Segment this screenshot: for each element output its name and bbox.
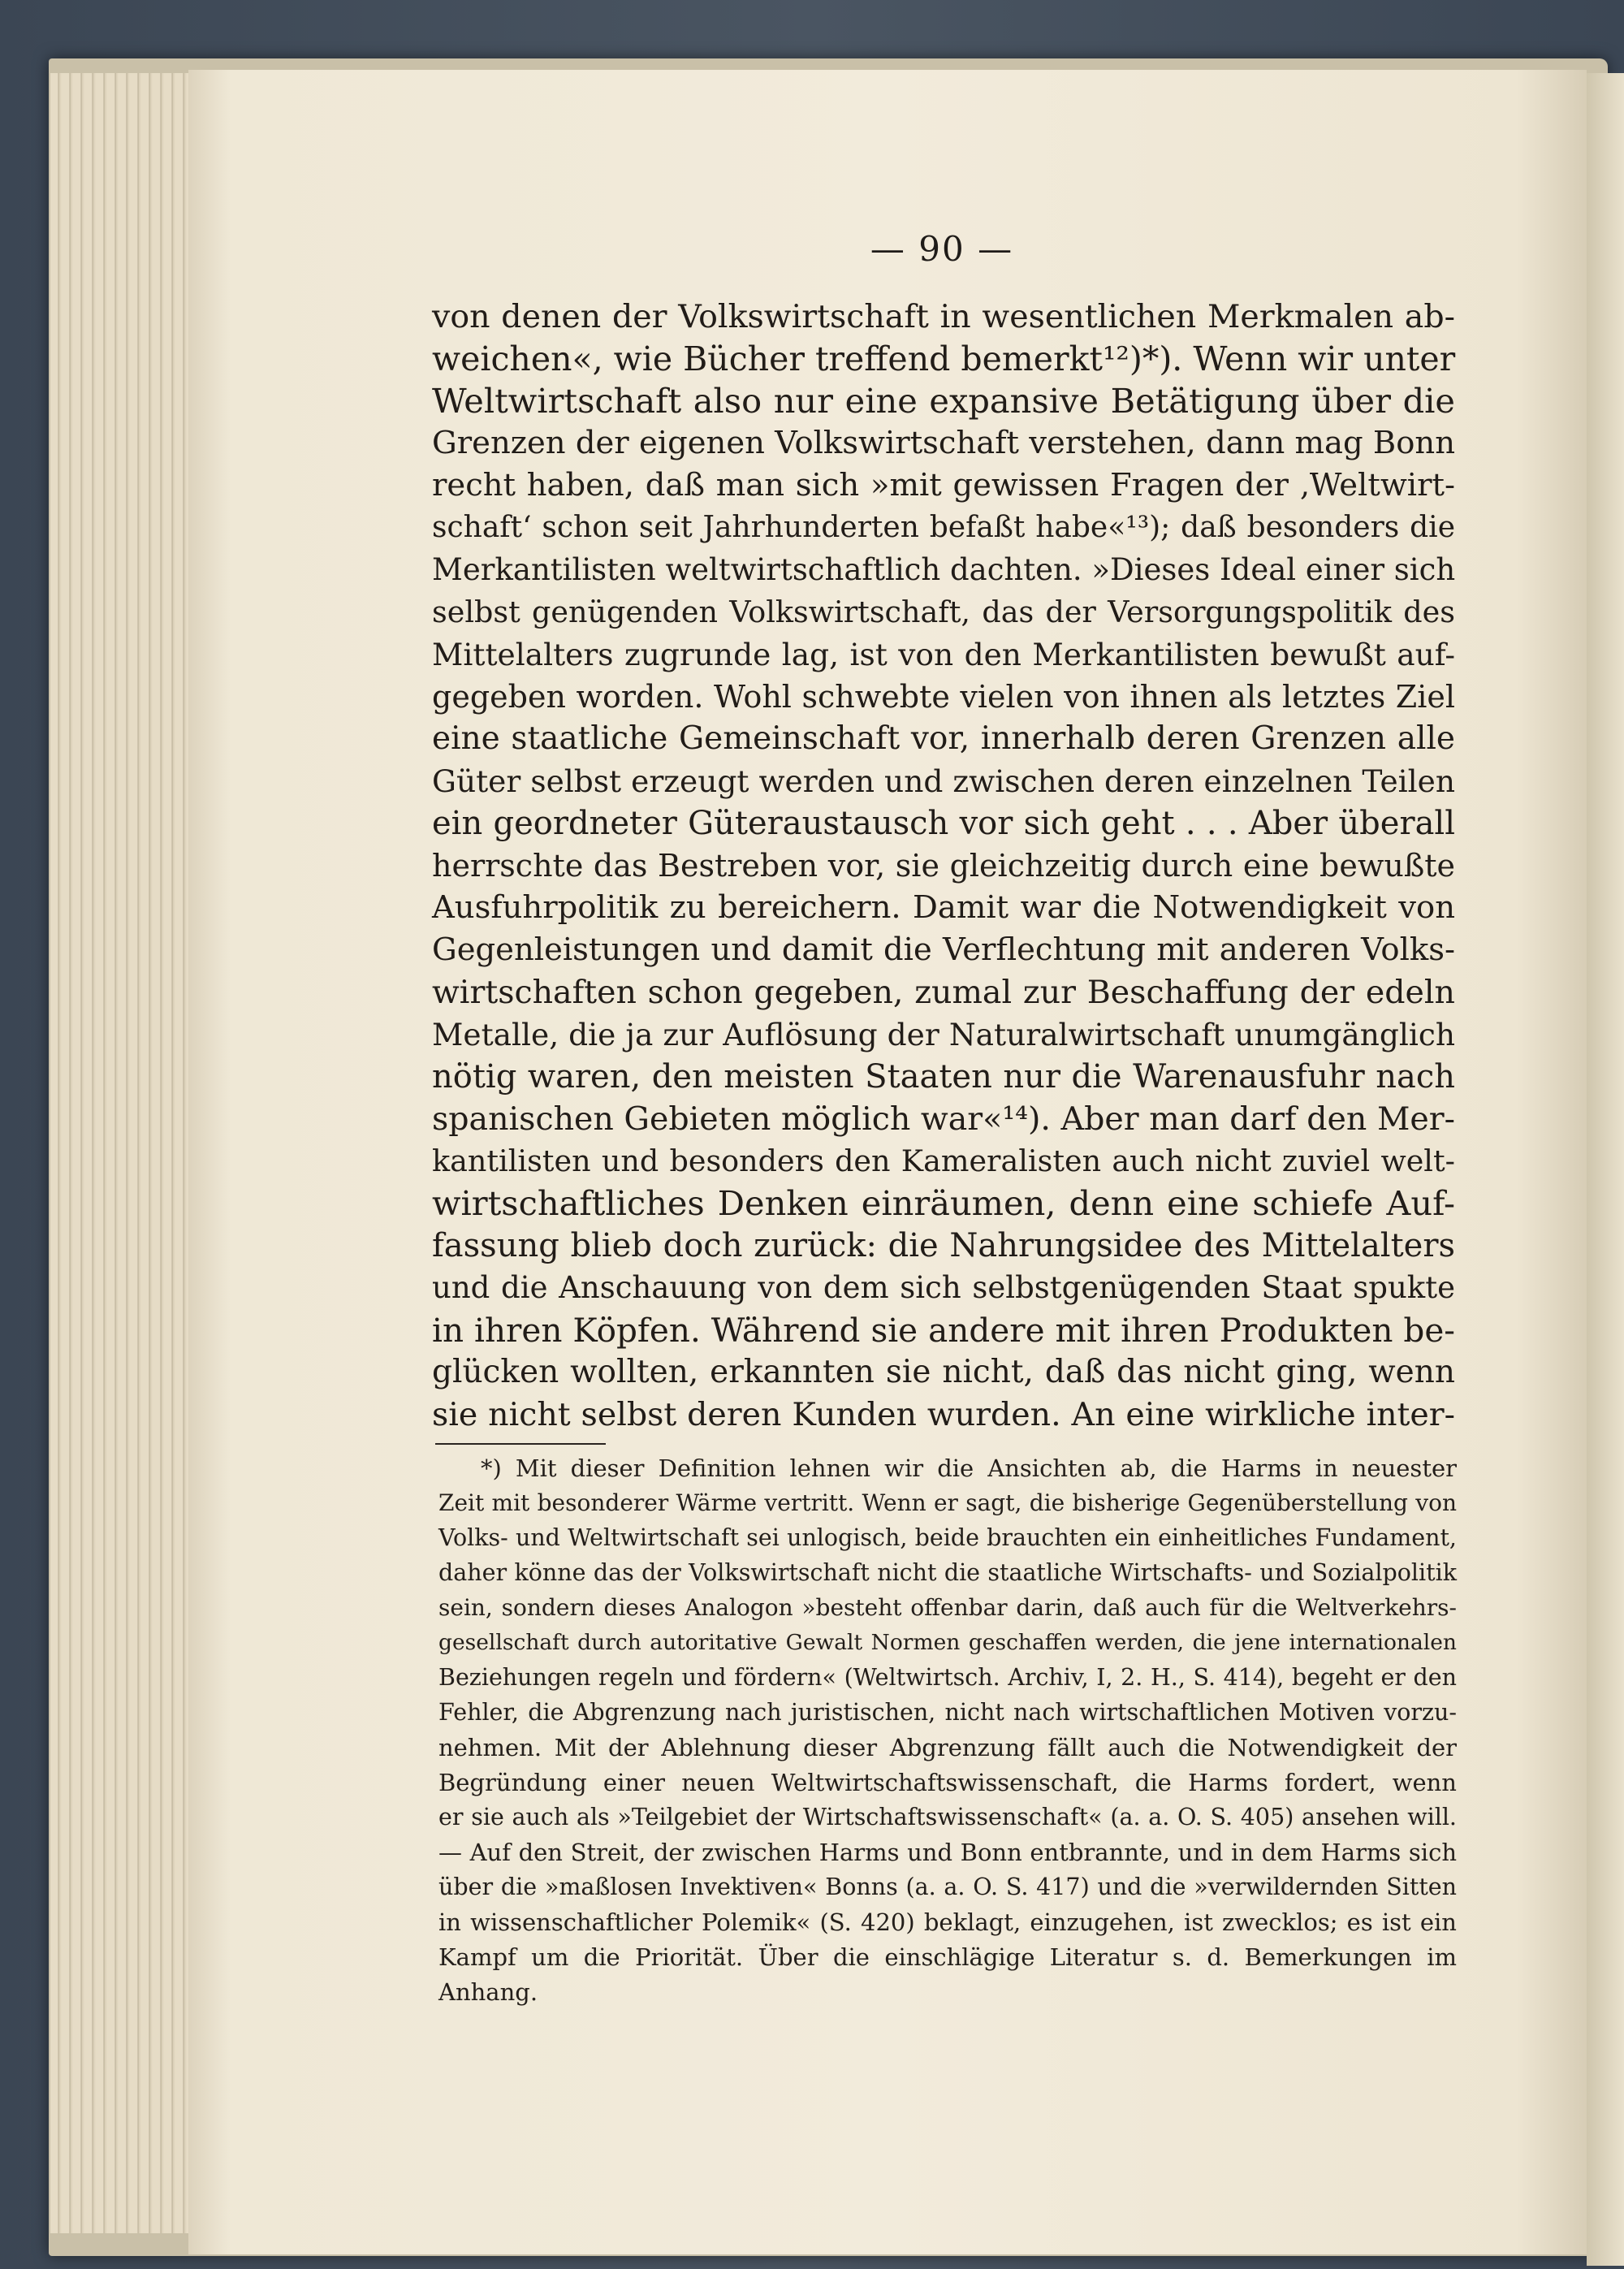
body-line: Gegenleistungen und damit die Verflechtung mit anderen Volks- xyxy=(432,931,1455,968)
footnote-line: in wissenschaftlicher Polemik« (S. 420) beklagt, einzugehen, ist zwecklos; es ist ein xyxy=(438,1908,1457,1936)
body-line: weichen«, wie Bücher treffend bemerkt¹²)*). Wenn wir unter xyxy=(432,339,1456,378)
body-line: ein geordneter Güteraustausch vor sich geht . . . Aber überall xyxy=(432,805,1455,842)
footnote-line: Beziehungen regeln und fördern« (Weltwirtsch. Archiv, I, 2. H., S. 414), begeht er den xyxy=(438,1664,1457,1691)
body-line: Güter selbst erzeugt werden und zwischen deren einzelnen Teilen xyxy=(432,763,1455,799)
body-line: wirtschaften schon gegeben, zumal zur Beschaffung der edeln xyxy=(432,974,1455,1011)
footnote-line: — Auf den Streit, der zwischen Harms und Bonn entbrannte, und in dem Harms sich xyxy=(438,1839,1457,1866)
footnote-line: über die »maßlosen Invektiven« Bonns (a. a. O. S. 417) und die »verwildernden Sitten xyxy=(438,1874,1457,1900)
footnote-line: Volks- und Weltwirtschaft sei unlogisch, beide brauchten ein einheitliches Fundament, xyxy=(438,1524,1457,1551)
footnote-line: nehmen. Mit der Ablehnung dieser Abgrenzung fällt auch die Notwendigkeit der xyxy=(438,1734,1457,1761)
body-line: nötig waren, den meisten Staaten nur die Warenausfuhr nach xyxy=(432,1058,1455,1096)
next-page-edge xyxy=(1587,73,1624,2266)
body-line: eine staatliche Gemeinschaft vor, innerhalb deren Grenzen alle xyxy=(432,720,1455,757)
body-line: Merkantilisten weltwirtschaftlich dachten. »Dieses Ideal einer sich xyxy=(432,552,1456,587)
body-line: Grenzen der eigenen Volkswirtschaft verstehen, dann mag Bonn xyxy=(432,425,1455,461)
page-stack-edges xyxy=(50,73,197,2233)
body-line: spanischen Gebieten möglich war«¹⁴). Aber man darf den Mer- xyxy=(432,1100,1455,1138)
footnote-rule xyxy=(435,1443,606,1445)
body-line: Ausfuhrpolitik zu bereichern. Damit war die Notwendigkeit von xyxy=(432,889,1455,926)
footnote-line: er sie auch als »Teilgebiet der Wirtschaftswissenschaft« (a. a. O. S. 405) ansehen will. xyxy=(438,1804,1457,1830)
page-number: — 90 — xyxy=(870,229,1014,269)
body-line: selbst genügenden Volkswirtschaft, das der Versorgungspolitik des xyxy=(432,594,1455,629)
footnote-line: gesellschaft durch autoritative Gewalt Normen geschaffen werden, die jene internationalen xyxy=(438,1630,1457,1655)
footnote-line: daher könne das der Volkswirtschaft nicht die staatliche Wirtschafts- und Sozialpolitik xyxy=(438,1559,1457,1586)
body-line: fassung blieb doch zurück: die Nahrungsidee des Mittelalters xyxy=(432,1227,1455,1264)
footnote-line: Anhang. xyxy=(438,1978,538,2006)
body-line: gegeben worden. Wohl schwebte vielen von ihnen als letztes Ziel xyxy=(432,679,1455,715)
footnote-line: Begründung einer neuen Weltwirtschaftswissenschaft, die Harms fordert, wenn xyxy=(438,1769,1457,1796)
body-line: wirtschaftliches Denken einräumen, denn eine schiefe Auf- xyxy=(432,1183,1455,1223)
footnote-line: Zeit mit besonderer Wärme vertritt. Wenn er sagt, die bisherige Gegenüberstellung von xyxy=(438,1489,1457,1516)
body-line: glücken wollten, erkannten sie nicht, daß das nicht ging, wenn xyxy=(432,1354,1455,1390)
footnote-line: *) Mit dieser Definition lehnen wir die Ansichten ab, die Harms in neuester xyxy=(481,1454,1457,1482)
body-line: Weltwirtschaft also nur eine expansive Betätigung über die xyxy=(432,381,1455,421)
body-line: kantilisten und besonders den Kameralisten auch nicht zuviel welt- xyxy=(432,1143,1455,1178)
footnote-line: Kampf um die Priorität. Über die einschlägige Literatur s. d. Bemerkungen im xyxy=(438,1943,1457,1971)
body-line: in ihren Köpfen. Während sie andere mit ihren Produkten be- xyxy=(432,1311,1455,1350)
body-line: von denen der Volkswirtschaft in wesentlichen Merkmalen ab- xyxy=(432,298,1455,335)
body-line: herrschte das Bestreben vor, sie gleichzeitig durch eine bewußte xyxy=(432,848,1455,884)
footnote-line: Fehler, die Abgrenzung nach juristischen, nicht nach wirtschaftlichen Motiven vorzu- xyxy=(438,1699,1457,1726)
body-line: schaft‘ schon seit Jahrhunderten befaßt habe«¹³); daß besonders die xyxy=(432,511,1455,544)
body-line: Metalle, die ja zur Auflösung der Naturalwirtschaft unumgänglich xyxy=(432,1017,1455,1052)
footnote-line: sein, sondern dieses Analogon »besteht offenbar darin, daß auch für die Weltverkehrs- xyxy=(438,1594,1457,1621)
body-line: recht haben, daß man sich »mit gewissen Fragen der ‚Weltwirt- xyxy=(432,467,1455,504)
body-line: und die Anschauung von dem sich selbstgenügenden Staat spukte xyxy=(432,1270,1455,1305)
body-line: sie nicht selbst deren Kunden wurden. An eine wirkliche inter- xyxy=(432,1396,1455,1433)
body-line: Mittelalters zugrunde lag, ist von den Merkantilisten bewußt auf- xyxy=(432,637,1455,672)
